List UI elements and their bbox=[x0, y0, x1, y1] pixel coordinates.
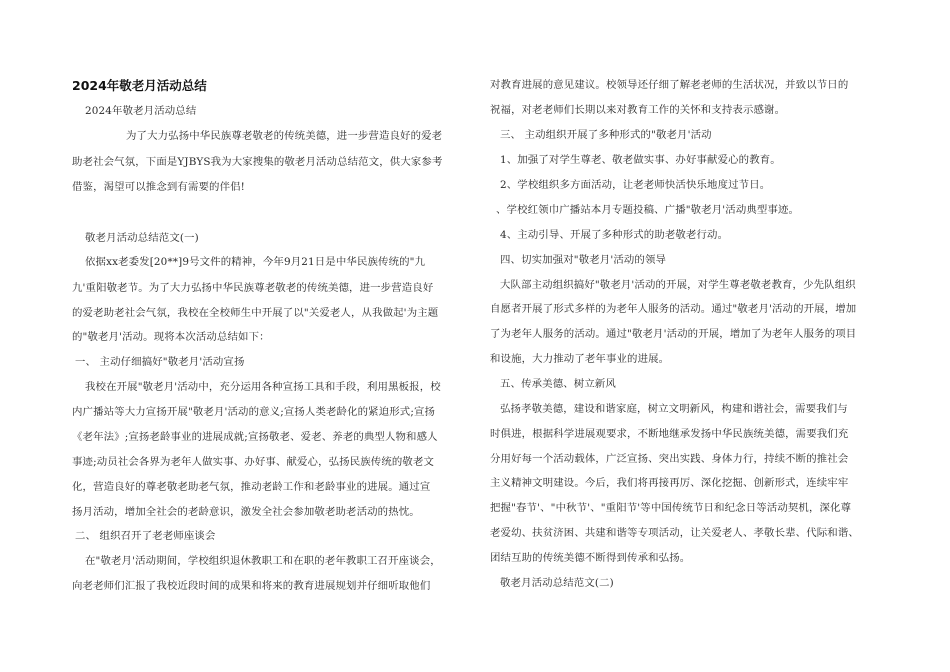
paragraph-line: 老爱幼、扶贫济困、共建和谐等专项活动，让关爱老人、孝敬长辈、代际和谐、 bbox=[490, 527, 859, 539]
paragraph-line: 和设施，大力推动了老年事业的进展。 bbox=[490, 353, 670, 365]
list-item: 1、加强了对学生尊老、敬老做实事、办好事献爱心的教育。 bbox=[500, 154, 781, 166]
paragraph-line: 化，营造良好的尊老敬老助老气氛，推动老龄工作和老龄事业的进展。通过宣 bbox=[72, 481, 431, 493]
paragraph-line: 在"敬老月'活动期间，学校组织退休教职工和在职的老年教职工召开座谈会， bbox=[85, 555, 441, 567]
intro-line: 助老社会气氛，下面是YJBYS我为大家搜集的敬老月活动总结范文，供大家参考 bbox=[72, 156, 443, 168]
paragraph-line: 向老老师们汇报了我校近段时间的成果和将来的教育进展规划并仔细听取他们 bbox=[72, 580, 431, 592]
paragraph-line: 自愿者开展了形式多样的为老年人服务的活动。通过"敬老月'活动的开展，增加 bbox=[490, 303, 857, 315]
paragraph-line: 了为老年人服务的活动。通过"敬老月'活动的开展，增加了为老年人服务的项目 bbox=[490, 328, 857, 340]
paragraph-line: 九'重阳敬老节。为了大力弘扬中华民族尊老敬老的传统美德，进一步营造良好 bbox=[72, 282, 434, 294]
intro-line: 借鉴，渴望可以推念到有需要的伴侣! bbox=[72, 181, 245, 193]
paragraph-line: 内广播站等大力宣扬开展"敬老月'活动的意义;宣扬人类老龄化的紧迫形式;宣扬 bbox=[72, 406, 436, 418]
list-item: 2、学校组织多方面活动，让老老师快活快乐地度过节日。 bbox=[500, 179, 771, 191]
section-heading: 二、 组织召开了老老师座谈会 bbox=[75, 530, 216, 542]
paragraph-line: 的爱老助老社会气氛，我校在全校师生中开展了以"关爱老人，从我做起'为主题 bbox=[72, 307, 439, 319]
paragraph-line: 把握"春节'、"中秋节'、"重阳节'等中国传统节日和纪念日等活动契机，深化尊 bbox=[490, 502, 852, 514]
intro-line: 为了大力弘扬中华民族尊老敬老的传统美德，进一步营造良好的爱老 bbox=[126, 130, 443, 142]
paragraph-line: 《老年法》;宣扬老龄事业的进展成就;宣扬敬老、爱老、养老的典型人物和感人 bbox=[72, 431, 438, 443]
paragraph-line: 我校在开展"敬老月'活动中，充分运用各种宣扬工具和手段，利用黑板报，校 bbox=[85, 381, 441, 393]
paragraph-line: 主义精神文明建设。今后，我们将再接再厉、深化挖掘、创新形式，连续牢牢 bbox=[490, 477, 849, 489]
paragraph-line: 事迹;动员社会各界为老年人做实事、办好事、献爱心，弘扬民族传统的敬老文 bbox=[72, 456, 435, 468]
list-item: 4、主动引导、开展了多种形式的助老敬老行动。 bbox=[500, 229, 729, 241]
paragraph-line: 扬月活动，增加全社会的老龄意识，激发全社会参加敬老助老活动的热忱。 bbox=[72, 506, 420, 518]
section-heading: 敬老月活动总结范文(一) bbox=[85, 232, 199, 244]
document-title: 2024年敬老月活动总结 bbox=[72, 78, 207, 93]
paragraph-line: 依据xx老委发[20**]9号文件的精神，今年9月21日是中华民族传统的"九 bbox=[85, 256, 426, 268]
paragraph-line: 祝福，对老老师们长期以来对教育工作的关怀和支持表示感谢。 bbox=[490, 104, 786, 116]
subtitle-line: 2024年敬老月活动总结 bbox=[85, 105, 197, 117]
paragraph-line: 团结互助的传统美德不断得到传承和弘扬。 bbox=[490, 552, 691, 564]
paragraph-line: 对教育进展的意见建议。校领导还仔细了解老老师的生活状况，并致以节日的 bbox=[490, 79, 849, 91]
section-heading: 五、传承美德、树立新风 bbox=[500, 378, 616, 390]
paragraph-line: 的"敬老月'活动。现将本次活动总结如下： bbox=[72, 331, 270, 343]
paragraph-line: 分用好每一个活动载体，广泛宣扬、突出实践、身体力行，持续不断的推社会 bbox=[490, 453, 849, 465]
section-heading: 四、切实加强对"敬老月'活动的领导 bbox=[500, 254, 667, 266]
section-heading: 一、 主动仔细搞好"敬老月'活动宣扬 bbox=[75, 356, 245, 368]
list-item: 、学校红领巾广播站本月专题投稿、广播"敬老月'活动典型事迹。 bbox=[496, 204, 800, 216]
section-heading: 敬老月活动总结范文(二) bbox=[500, 577, 614, 589]
paragraph-line: 时俱进，根据科学进展观要求，不断地继承发扬中华民族统美德，需要我们充 bbox=[490, 428, 849, 440]
paragraph-line: 弘扬孝敬美德，建设和谐家庭，树立文明新风，构建和谐社会，需要我们与 bbox=[500, 403, 848, 415]
section-heading: 三、 主动组织开展了多种形式的"敬老月'活动 bbox=[500, 129, 712, 141]
paragraph-line: 大队部主动组织搞好"敬老月'活动的开展，对学生尊老敬老教育，少先队组织 bbox=[500, 279, 856, 291]
